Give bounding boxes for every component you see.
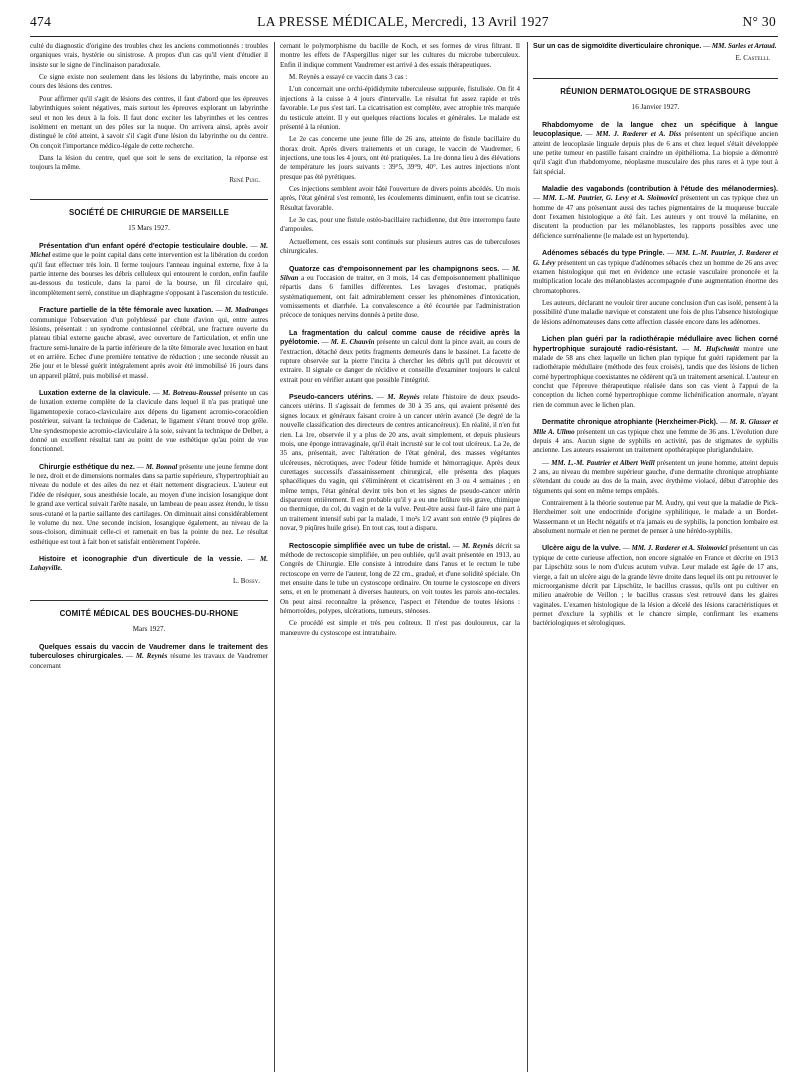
abstract-author: M. Reynès xyxy=(135,652,168,661)
paragraph: Dans la lésion du centre, quel que soit le sens de excitation, la réponse est toujours la même. xyxy=(30,153,268,172)
abstract-body: présente un cas de luxation externe complète de la clavicule dans lequel il n'a pas pratiqué une ligamentopexie coraco-claviculaire aux dépens du ligament acromio-coracoïdien postérieur, suivant la technique de Cadenat, le ligament s'étant trouvé trop grêle. Une syndesmopexie acromio-claviculaire à la soie, suivant la technique de Delbet, a donné un excellent résultat tant au point de vue esthétique qu'au point de vue fonctionnel. xyxy=(30,389,268,454)
abstract: Lichen plan guéri par la radiothérapie médullaire avec lichen corné hypertrophique surajouté radio-résistant. — M. Hufschmitt montre une malade de 58 ans chez laquelle un lichen plan typique fut guéri rapidement par la radiothérapie médullaire (méthode des feux croisés), tandis que des lésions de lichen corné hypertrophique coexistantes ne cédèrent qu'à un traitement arsenical. L'auteur en conclut que l'épreuve thérapeutique réalisée dans son cas vient à l'appui de la conception du lichen corné hypertrophique comme lichénification anormale, n'ayant rien de commun avec le lichen plan. xyxy=(533,335,778,409)
abstract-author: M. Reynès xyxy=(387,393,420,402)
paragraph: Pour affirmer qu'il s'agit de lésions des centres, il faut d'abord que les épreuves labyrinthiques soient négatives, mais surtout les épreuves explorant un labyrinthe seul et non les deux à la fois. Il faut donc exciter les labyrinthes et les centres isolément en mettant un des pôles sur la nuque. On arrivera ainsi, après avoir distingué le côté atteint, à savoir s'il s'agit d'une lésion du labyrinthe ou du centre. On conçoit l'importance médico-légale de cette recherche. xyxy=(30,94,268,150)
paragraph: Ce signe existe non seulement dans les lésions du labyrinthe, mais encore au cours des lésions des centres. xyxy=(30,73,268,91)
abstract-title: Pseudo-cancers utérins. xyxy=(289,393,374,402)
abstract: Rhabdomyome de la langue chez un spécifique à langue leucoplasique. — MM. J. Rœderer et A. Diss présentent un spécifique ancien atteint de leucoplasie linguale depuis plus de 6 ans et chez lequel s'était développée une petite tumeur en pastille faisant craindre un épithélioma. La biopsie a démontré qu'il s'agit d'un rhabdomyome, néoplasme musculaire des plus rares et à type tout à fait spécial. xyxy=(533,120,778,176)
abstract-body: présentent un spécifique ancien atteint de leucoplasie linguale depuis plus de 6 ans et chez lequel s'était développée une petite tumeur en pastille faisant craindre un épithélioma. La biopsie a démontré qu'il s'agit d'un rhabdomyome, néoplasme musculaire des plus rares et à type tout à fait spécial. xyxy=(533,130,778,176)
paragraph: Contrairement à la théorie soutenue par M. Audry, qui veut que la maladie de Pick-Herxheimer soit une endocrinide d'origine syphilitique, le malade a un Bordet-Wassermann et un Hecht négatifs et n'a jamais eu de syphilis, la ponction lombaire est absolument normale et rien ne permet de penser à une hérédo-syphilis. xyxy=(533,499,778,536)
abstract: Ulcère aigu de la vulve. — MM. J. Rœderer et A. Sloimovici présentent un cas typique de cette curieuse affection, non encore signalée en France et décrite en 1913 par Lipschütz sous le nom d'ulcus acutum vulvæ. Leur malade est âgée de 17 ans, vierge, a fait un ulcère aigu de la grande lèvre droite dans lequel ils ont pu retrouver le microorganisme décrit par Lipschütz, le bacillus crassus, qu'ils ont pu cultiver en milieu anaérobie de Veillon ; le bacillus crassus s'est retrouvé dans les glaires vaginales. L'examen histologique de la lésion a décelé des lésions caractéristiques et permet d'exclure la syphilis et le chancre simple, confirmant les examens bactériologiques et sérologiques. xyxy=(533,544,778,628)
paragraph: Les auteurs, déclarant ne vouloir tirer aucune conclusion d'un cas isolé, pensent à la possibilité d'une maladie nævique et constatent une fois de plus l'absence histologique de lésions adénomateuses dans cette affection classée encore dans les adénomes. xyxy=(533,299,778,326)
abstract-title: Ulcère aigu de la vulve. xyxy=(542,544,621,553)
abstract-body: présentent un jeune homme, atteint depuis 2 ans, au niveau du membre supérieur gauche, d'une dermatite chronique atrophiante s'étendant du coude au dos de la main, avec érythème violacé, début d'atrophie des téguments qui sont en même temps empâtés. xyxy=(533,458,778,495)
abstract-body: présentent un cas typique chez un homme de 47 ans présentant aussi des taches pigmentaires de la muqueuse buccale dont l'examen histologique a été fait. Les auteurs y ont trouvé la mélanine, en discutent la production par les mélanoblastes, les rapports possibles avec une déficience surrénalienne (le malade est un hypertendu). xyxy=(533,194,778,240)
abstract: Dermatite chronique atrophiante (Herxheimer-Pick). — M. R. Glasser et Mlle A. Ullmo présentent un cas typique chez une femme de 36 ans. L'évolution dure depuis 4 ans. Aucun signe de syphilis en activité, pas de stigmates de syphilis ancienne. Les auteurs essaieront un traitement opothérapique pluriglandulaire. xyxy=(533,418,778,455)
paragraph: Ce procédé est simple et très peu coûteux. Il n'est pas douloureux, car la manœuvre du cystoscope est intratubaire. xyxy=(280,619,520,637)
header-rule xyxy=(30,36,778,37)
abstract-author: MM. J. Rœderer et A. Diss xyxy=(596,130,682,139)
abstract: Sur un cas de sigmoïdite diverticulaire chronique. — MM. Sarles et Artaud. xyxy=(533,42,777,50)
paragraph: — MM. L.-M. Pautrier et Albert Weill présentent un jeune homme, atteint depuis 2 ans, au niveau du membre supérieur gauche, d'une dermatite chronique atrophiante s'étendant du coude au dos de la main, avec érythème violacé, début d'atrophie des téguments qui sont en même temps empâtés. xyxy=(533,458,778,495)
abstract: Histoire et iconographie d'un diverticule de la vessie. — M. Lahayville. xyxy=(30,554,268,573)
page-number: 474 xyxy=(30,14,52,29)
abstract: La fragmentation du calcul comme cause de récidive après la pyélotomie. — M. E. Chauvin présente un calcul dont la pince avait, au cours de l'extraction, détaché deux petits fragments demeurés dans le bassinet. La facette de rupture observée sur la pierre l'incita à chercher les débris qu'il put découvrir et extraire. Il signale ce danger de récidive et conseille d'examiner toujours le calcul extrait pour en vérifier autant que possible l'intégrité. xyxy=(280,328,520,384)
paragraph: Le 2e cas concerne une jeune fille de 26 ans, atteinte de fistule bacillaire du thorax droit. Après divers traitements et un curage, le vaccin de Vaudremer, 6 injections, une tous les 4 jours, ont été pratiquées. La 1re donna lieu à des élévations de température les jours suivants : 39°5, 39°9, 40°. Les autres injections n'ont presque pas été pyrétiques. xyxy=(280,135,520,181)
abstract-body: communique l'observation d'un polyblessé par chute d'avion qui, entre autres lésions, présentait : un syndrome contusionnel cérébral, une fracture ouverte du plateau tibial externe gauche abrasé, avec ouverture de l'articulation, et enfin une fracture semi-lunaire de la partie inférieure de la tête fémorale avec luxation en haut et en arrière. Echec d'une première tentative de réduction ; une seconde réussit au 26e jour et le blessé guérit intégralement après avoir été immobilisé 16 jours dans un appareil plâtré, puis mobilisé et massé. xyxy=(30,315,268,380)
abstract-author: M. Reynès xyxy=(462,541,494,550)
abstract-title: Sur un cas de sigmoïdite diverticulaire chronique. xyxy=(533,42,702,50)
paragraph: M. Reynès a essayé ce vaccin dans 3 cas : xyxy=(289,73,408,82)
abstract-title: Dermatite chronique atrophiante (Herxheimer-Pick). xyxy=(542,418,718,427)
abstract-author: MM. L.-M. Pautrier, J. Rœderer et G. Lévy xyxy=(533,249,778,267)
session-date: Mars 1927. xyxy=(132,625,166,634)
abstract: Adénomes sébacés du type Pringle. — MM. L.-M. Pautrier, J. Rœderer et G. Lévy présentent un cas typique d'adénomes sébacés chez un homme de 26 ans avec examen histologique qui met en évidence une ectasie vasculaire prononcée et la multiplication locale des mélanoblastes accompagnée d'une augmentation énorme des chromatophores. xyxy=(533,249,778,295)
abstract: Présentation d'un enfant opéré d'ectopie testiculaire double. — M. Michel estime que le point capital dans cette intervention est la libération du cordon qu'il faut effectuer très loin. Il ferme toujours l'anneau inguinal externe, fixe à la partie interne des bourses les débris celluleux qui entourent le cordon, enfin faufile au-dessous du testicule, dans la paroi de la bourse, un fil circulaire qui, incomplètement serré, constitue un diaphragme s'opposant à l'ascension du testicule. xyxy=(30,241,268,297)
abstract-author: M. Lahayville. xyxy=(30,554,268,573)
abstract: Quelques essais du vaccin de Vaudremer dans le traitement des tuberculoses chirurgicales. — M. Reynès résume les travaux de Vaudremer concernant xyxy=(30,642,268,670)
abstract-body: relate l'histoire de deux pseudo-cancers utérins. Il s'agissait de femmes de 30 à 35 ans, qui avaient présenté des signes locaux et généraux faisant croire à un cancer utérin avancé (3e degré de la nouvelle classification des directeurs de centres anticancéreux). En réalité, il n'en fut rien. La 1re, observée il y a plus de 20 ans, avait simplement, et depuis plusieurs mois, une éponge intravaginale, qu'il était incrusté sur le col tout ulcéreux. La 2e, de 35 ans, présentait, avec l'altération de l'état général, des masses végétantes ulcéreuses, nécrotiques, avec l'odeur fétide humide et hémorragique. Après deux curettages successifs d'assainissement chirurgical, elle présenta des plaques sphacéliques du vagin, qui s'éliminèrent et cicatrisèrent en 3 ou 4 semaines ; en même temps, l'état général devint très bon et les signes de pseudo-cancer utérin disparurent entièrement. Il est probable qu'il y a eu une brûlure très grave, chimique ou thermique, du col, du vagin et de la vulve. Peut-être aussi faut-il faire une part à un traitement intensif subi par la malade, 1 mo²s 1/2 avant son entrée (9 piqûres de novar, 9 piqûres huile grise). En tout cas, tout a disparu. xyxy=(280,393,520,533)
paragraph: culté du diagnostic d'origine des troubles chez les anciens commotionnés : troubles organiques vrais, hystérie ou sinistrose. A propos d'un cas qu'il vient d'étudier il insiste sur le signe de l'inclinaison paradoxale. xyxy=(30,42,268,69)
abstract: Pseudo-cancers utérins. — M. Reynès relate l'histoire de deux pseudo-cancers utérins. Il s'agissait de femmes de 30 à 35 ans, qui avaient présenté des signes locaux et généraux faisant croire à un cancer utérin avancé (3e degré de la nouvelle classification des directeurs de centres anticancéreux). En réalité, il n'en fut rien. La 1re, observée il y a plus de 20 ans, avait simplement, et depuis plusieurs mois, une éponge intravaginale, qu'il était incrusté sur le col tout ulcéreux. La 2e, de 35 ans, présentait, avec l'altération de l'état général, des masses végétantes ulcéreuses, nécrotiques, avec l'odeur fétide humide et hémorragique. Après deux curettages successifs d'assainissement chirurgical, elle présenta des plaques sphacéliques du vagin, qui s'éliminèrent et cicatrisèrent en 3 ou 4 semaines ; en même temps, l'état général devint très bon et les signes de pseudo-cancer utérin disparurent entièrement. Il est probable qu'il y a eu une brûlure très grave, chimique ou thermique, du col, du vagin et de la vulve. Peut-être aussi faut-il faire une part à un traitement intensif subi par la malade, 1 mo²s 1/2 avant son entrée (9 piqûres de novar, 9 piqûres huile grise). En tout cas, tout a disparu. xyxy=(280,393,520,533)
abstract: Chirurgie esthétique du nez. — M. Bonnal présente une jeune femme dont le nez, droit et de dimensions normales dans sa partie supérieure, s'hypertrophiait au niveau du nodule et des ailes du nez et était nettement disgracieux. L'auteur eut l'idée de réséquer, sous anesthésie locale, au moyen d'une incision losangique dont le grand axe vertical suivait l'arête nasale, un lambeau de peau assez étendu, le tissu sous-cutané et la partie saillante des cartilages. On diminuait ainsi considérablement le volume du nez. Une seconde incision, losangique également, au niveau de la sous-cloison, diminuait celle-ci et ramenait en bas la pointe du nez. Le résultat esthétique est tout à fait bon et satisfait entièrement l'opérée. xyxy=(30,462,268,546)
abstract-author: M. R. Glasser et Mlle A. Ullmo xyxy=(533,418,778,436)
paragraph: cernant le polymorphisme du bacille de Koch, et ses formes de virus filtrant. Il montre les effets de l'Aspergillus niger sur les cultures du microbe tuberculeux. Enfin il indique comment Vaudremer est arrivé à des essais thérapeutiques. xyxy=(280,42,520,69)
session-date: 16 Janvier 1927. xyxy=(631,103,680,112)
abstract-body: présentent un cas typique d'adénomes sébacés chez un homme de 26 ans avec examen histologique qui met en évidence une ectasie vasculaire prononcée et la multiplication locale des mélanoblastes accompagnée d'une augmentation énorme des chromatophores. xyxy=(533,258,778,295)
abstract-body: a eu l'occasion de traiter, en 3 mois, 14 cas d'empoisonnement phallinique répartis dans 6 familles différentes. Les lavages d'estomac, pratiqués systématiquement, ont fait admirablement cesser les phénomènes d'intoxication, vomissements et diarrhée. La convalescence a été écourtée par l'administration précoce de toniques nervins donnés à petite dose. xyxy=(280,273,520,320)
section-title: SOCIÉTÉ DE CHIRURGIE DE MARSEILLE xyxy=(30,199,268,218)
abstract-title: Histoire et iconographie d'un diverticule de la vessie. xyxy=(39,554,243,563)
paragraph: Le 3e cas, pour une fistule ostéo-bacillaire rachidienne, dut être interrompu faute d'ampoules. xyxy=(280,216,520,234)
signature: L. Bossy. xyxy=(233,576,260,585)
abstract-author: M. Botreau-Roussel xyxy=(162,389,222,398)
abstract-body: présentent un cas typique chez une femme de 36 ans. L'évolution dure depuis 4 ans. Aucun signe de syphilis en activité, pas de stigmates de syphilis ancienne. Les auteurs essaieront un traitement opothérapique pluriglandulaire. xyxy=(533,427,778,455)
abstract-author: M. Hufschmitt xyxy=(693,344,739,353)
abstract-author: MM. L.-M. Pautrier, G. Levy et A. Sloimovici xyxy=(542,194,678,203)
abstract-title: Présentation d'un enfant opéré d'ectopie testiculaire double. xyxy=(39,241,248,250)
abstract-body: résume les travaux de Vaudremer concernant xyxy=(30,652,268,670)
abstract-title: Luxation externe de la clavicule. xyxy=(39,389,151,398)
abstract-title: Quelques essais du vaccin de Vaudremer dans le traitement des tuberculoses chirurgicales. xyxy=(30,642,268,661)
abstract-body: présente un calcul dont la pince avait, au cours de l'extraction, détaché deux petits fragments demeurés dans le bassinet. La facette de rupture observée sur la pierre l'incita à chercher les débris qu'il put découvrir et extraire. Il signale ce danger de récidive et conseille d'examiner toujours le calcul extrait pour en vérifier autant que possible l'intégrité. xyxy=(280,338,520,384)
abstract: Fracture partielle de la tête fémorale avec luxation. — M. Madranges communique l'observation d'un polyblessé par chute d'avion qui, entre autres lésions, présentait : un syndrome contusionnel cérébral, une fracture ouverte du plateau tibial externe gauche abrasé, avec ouverture de l'articulation, et enfin une fracture semi-lunaire de la partie inférieure de la tête fémorale avec luxation en haut et en arrière. Echec d'une première tentative de réduction ; une seconde réussit au 26e jour et le blessé guérit intégralement après avoir été immobilisé 16 jours dans un appareil plâtré, puis mobilisé et massé. xyxy=(30,306,268,380)
column-3 xyxy=(533,42,778,1072)
abstract-title: Rectoscopie simplifiée avec un tube de cristal. xyxy=(289,541,451,550)
abstract-author: M. Bonnal xyxy=(145,462,178,471)
abstract-author: M. Madranges xyxy=(224,306,268,315)
signature: René Puig. xyxy=(229,175,260,184)
column-divider xyxy=(274,42,275,1072)
abstract-body: présentent un cas typique de cette curieuse affection, non encore signalée en France et décrite en 1913 par Lipschütz sous le nom d'ulcus acutum vulvæ. Leur malade est âgée de 17 ans, vierge, a fait un ulcère aigu de la grande lèvre droite dans lequel ils ont pu retrouver le microorganisme décrit par Lipschütz, le bacillus crassus, qu'ils ont pu cultiver en milieu anaérobie de Veillon ; le bacillus crassus s'est retrouvé dans les glaires vaginales. L'examen histologique de la lésion a décelé des lésions caractéristiques et permet d'exclure la syphilis et le chancre simple, confirmant les examens bactériologiques et sérologiques. xyxy=(533,544,778,628)
column-2 xyxy=(280,42,520,1072)
section-title: COMITÉ MÉDICAL DES BOUCHES-DU-RHONE xyxy=(30,600,268,619)
abstract-body: estime que le point capital dans cette intervention est la libération du cordon qu'il faut effectuer très loin. Il ferme toujours l'anneau inguinal externe, fixe à la partie interne des bourses les débris celluleux qui entourent le cordon, enfin faufile au-dessous du testicule, dans la paroi de la bourse, un fil circulaire qui, incomplètement serré, constitue un diaphragme s'opposant à l'ascension du testicule. xyxy=(30,251,268,297)
abstract-title: Quatorze cas d'empoisonnement par les champignons secs. xyxy=(289,264,500,273)
page-header xyxy=(30,14,776,36)
session-date: 15 Mars 1927. xyxy=(128,224,170,233)
issue-number: N° 30 xyxy=(742,14,776,29)
abstract: Maladie des vagabonds (contribution à l'étude des mélanodermies). — MM. L.-M. Pautrier, G. Levy et A. Sloimovici présentent un cas typique chez un homme de 47 ans présentant aussi des taches pigmentaires de la muqueuse buccale dont l'examen histologique a été fait. Les auteurs y ont trouvé la mélanine, en discutent la production par les mélanoblastes, les rapports possibles avec une déficience surrénalienne (le malade est un hypertendu). xyxy=(533,184,778,240)
abstract-title: Fracture partielle de la tête fémorale avec luxation. xyxy=(39,306,214,315)
abstract-title: Chirurgie esthétique du nez. xyxy=(39,462,135,471)
section-title: RÉUNION DERMATOLOGIQUE DE STRASBOURG xyxy=(533,78,778,97)
abstract-author: M. Silvan xyxy=(280,264,520,282)
signature: E. Castelli. xyxy=(735,54,770,63)
abstract-body: présente une jeune femme dont le nez, droit et de dimensions normales dans sa partie supérieure, s'hypertrophiait au niveau du nodule et des ailes du nez et était nettement disgracieux. L'auteur eut l'idée de réséquer, sous anesthésie locale, au moyen d'une incision losangique dont le grand axe vertical suivait l'arête nasale, un lambeau de peau assez étendu, le tissu sous-cutané et la partie saillante des cartilages. On diminuait ainsi considérablement le volume du nez. Une seconde incision, losangique également, au niveau de la sous-cloison, diminuait celle-ci et ramenait en bas la pointe du nez. Le résultat esthétique est tout à fait bon et satisfait entièrement l'opérée. xyxy=(30,462,268,546)
abstract-author: MM. Sarles et Artaud. xyxy=(711,42,777,50)
abstract-title: Rhabdomyome de la langue chez un spécifique à langue leucoplasique. xyxy=(533,120,778,139)
abstract: Rectoscopie simplifiée avec un tube de cristal. — M. Reynès décrit sa méthode de rectoscopie simplifiée, un peu oubliée, qu'il avait présentée en 1913, au Congrès de Chirurgie. Elle consiste à introduire dans l'anus et le rectum le tube rectoscope en verre de l'auteur, long de 22 cm., gradué, et d'une solidité spéciale. On met ensuite dans le tube un cystoscope ordinaire. On tourne le cystoscope en divers sens, et en le promenant à diverses hauteurs, on voit toutes les parois ano-rectales. On peut ainsi reconnaître la présence, l'aspect et l'étendue de toutes lésions : hémorroïdes, polypes, ulcérations, tumeurs, sténoses. xyxy=(280,541,520,616)
abstract-body: décrit sa méthode de rectoscopie simplifiée, un peu oubliée, qu'il avait présentée en 1913, au Congrès de Chirurgie. Elle consiste à introduire dans l'anus et le rectum le tube rectoscope en verre de l'auteur, long de 22 cm., gradué, et d'une solidité spéciale. On met ensuite dans le tube un cystoscope ordinaire. On tourne le cystoscope en divers sens, et en le promenant à diverses hauteurs, on voit toutes les parois ano-rectales. On peut ainsi reconnaître la présence, l'aspect et l'étendue de toutes lésions : hémorroïdes, polypes, ulcérations, tumeurs, sténoses. xyxy=(280,541,520,616)
abstract: Luxation externe de la clavicule. — M. Botreau-Roussel présente un cas de luxation externe complète de la clavicule dans lequel il n'a pas pratiqué une ligamentopexie coraco-claviculaire aux dépens du ligament acromio-coracoïdien postérieur, suivant la technique de Cadenat, le ligament s'étant trouvé trop grêle. Une syndesmopexie acromio-claviculaire à la soie, suivant la technique de Delbet, a donné un excellent résultat tant au point de vue esthétique qu'au point de vue fonctionnel. xyxy=(30,389,268,454)
abstract-title: La fragmentation du calcul comme cause de récidive après la pyélotomie. xyxy=(280,328,520,347)
journal-running-head: LA PRESSE MÉDICALE, Mercredi, 13 Avril 1927 xyxy=(257,14,549,29)
abstract-author: MM. J. Rœderer et A. Sloimovici xyxy=(631,544,728,553)
abstract-author: M. E. Chauvin xyxy=(330,338,375,347)
column-divider xyxy=(527,42,528,1072)
abstract-title: Adénomes sébacés du type Pringle. xyxy=(542,249,665,258)
abstract-author: M. Michel xyxy=(30,241,268,260)
abstract-title: Maladie des vagabonds (contribution à l'étude des mélanodermies). xyxy=(542,184,778,193)
paragraph: L'un concernait une orchi-épididymite tuberculeuse suppurée, fistulisée. On fit 4 injections à la cuisse à 4 jours d'intervalle. Le résultat fut assez rapide et très favorable. Le pus s'est tari. La cicatrisation est complète, avec atrophie très marquée du testicule atteint. Il y eut quelques réactions locales et générales. Le malade est présenté à la réunion. xyxy=(280,85,520,131)
paragraph: Ces injections semblent avoir hâté l'ouverture de divers points abcédés. Un mois après, l'état général s'est remonté, les écoulements diminuent, enfin tout se cicatrise. Résultat favorable. xyxy=(280,185,520,212)
abstract-body: montre une malade de 58 ans chez laquelle un lichen plan typique fut guéri rapidement par la radiothérapie médullaire (méthode des feux croisés), tandis que des lésions de lichen corné hypertrophique coexistantes ne cédèrent qu'à un traitement arsenical. L'auteur en conclut que l'épreuve thérapeutique réalisée dans son cas vient à l'appui de la conception du lichen corné hypertrophique comme lichénification anormale, n'ayant rien de commun avec le lichen plan. xyxy=(533,344,778,409)
abstract-author: MM. L.-M. Pautrier et Albert Weill xyxy=(551,458,655,467)
paragraph: Actuellement, ces essais sont continués sur plusieurs autres cas de tuberculoses chirurgicales. xyxy=(280,237,520,256)
column-1 xyxy=(30,42,268,1072)
abstract-title: Lichen plan guéri par la radiothérapie médullaire avec lichen corné hypertrophique surajouté radio-résistant. xyxy=(533,335,778,353)
abstract: Quatorze cas d'empoisonnement par les champignons secs. — M. Silvan a eu l'occasion de traiter, en 3 mois, 14 cas d'empoisonnement phallinique répartis dans 6 familles différentes. Les lavages d'estomac, pratiqués systématiquement, ont fait admirablement cesser les phénomènes d'intoxication, vomissements et diarrhée. La convalescence a été écourtée par l'administration précoce de toniques nervins donnés à petite dose. xyxy=(280,264,520,320)
